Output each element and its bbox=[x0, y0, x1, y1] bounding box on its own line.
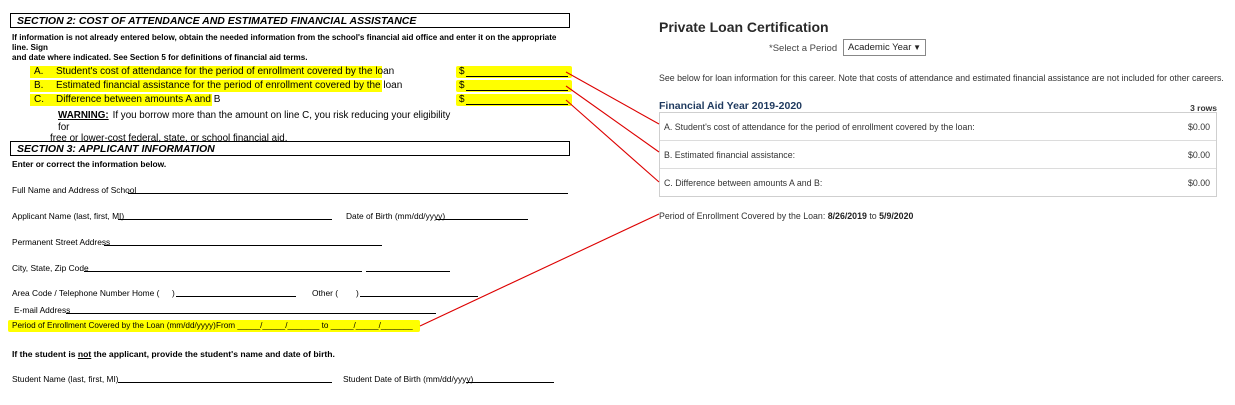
other-close: ) bbox=[356, 288, 359, 298]
school-line[interactable] bbox=[128, 193, 568, 194]
dollar-field-a[interactable]: $ bbox=[456, 66, 572, 78]
student-name-line[interactable] bbox=[118, 382, 332, 383]
table-row: B. Estimated financial assistance: $0.00 bbox=[660, 141, 1216, 169]
student-dob-label: Student Date of Birth (mm/dd/yyyy) bbox=[343, 374, 474, 384]
chevron-down-icon: ▼ bbox=[913, 43, 921, 52]
table-row: A. Student's cost of attendance for the period of enrollment covered by the loan: $0.00 bbox=[660, 113, 1216, 141]
enrollment-period: Period of Enrollment Covered by the Loan: 8/26/2019 to 5/9/2020 bbox=[659, 211, 914, 221]
other-label: Other ( bbox=[312, 288, 339, 298]
other-phone-line[interactable] bbox=[360, 296, 478, 297]
aid-table bbox=[659, 112, 1217, 197]
enrollment-end: 5/9/2020 bbox=[879, 211, 914, 221]
phone-label: Area Code / Telephone Number Home ( bbox=[12, 288, 160, 298]
email-label: E-mail Address bbox=[14, 305, 71, 315]
street-label: Permanent Street Address bbox=[12, 237, 111, 247]
rows-count: 3 rows bbox=[1190, 103, 1217, 113]
section3-subheading: Enter or correct the information below. bbox=[12, 159, 167, 169]
street-line[interactable] bbox=[104, 245, 382, 246]
student-name-label: Student Name (last, first, MI) bbox=[12, 374, 119, 384]
zip-line[interactable] bbox=[366, 271, 450, 272]
web-certification-panel bbox=[659, 0, 1224, 405]
city-line[interactable] bbox=[84, 271, 362, 272]
dob-label: Date of Birth (mm/dd/yyyy) bbox=[346, 211, 446, 221]
warning-text: WARNING: If you borrow more than the amount on line C, you risk reducing your eligibility for free or lower-cost federal, state, or school financial aid. bbox=[50, 110, 451, 144]
career-note: See below for loan information for this career. Note that costs of attendance and estimated financial assistance are not included for other careers. bbox=[659, 73, 1224, 83]
section2-intro: If information is not already entered below, obtain the needed information from the school's financial aid office and enter it on the appropriate line. Sign and date where indicated. See Section 5 for definitions of financial aid terms. bbox=[12, 33, 557, 62]
financial-aid-year-heading: Financial Aid Year 2019-2020 bbox=[659, 100, 803, 112]
city-label: City, State, Zip Code bbox=[12, 263, 89, 273]
student-dob-line[interactable] bbox=[466, 382, 554, 383]
section2-heading: SECTION 2: COST OF ATTENDANCE AND ESTIMATED FINANCIAL ASSISTANCE bbox=[10, 13, 570, 28]
item-a: A. Student's cost of attendance for the period of enrollment covered by the loan bbox=[30, 66, 382, 78]
applicant-line[interactable] bbox=[118, 219, 332, 220]
section3-heading: SECTION 3: APPLICANT INFORMATION bbox=[10, 141, 570, 156]
period-select-label: *Select a Period bbox=[769, 43, 838, 54]
period-to-label: to bbox=[321, 321, 329, 330]
period-select[interactable]: Academic Year ▼ bbox=[843, 39, 926, 56]
email-line[interactable] bbox=[66, 313, 436, 314]
student-note: If the student is not the applicant, provide the student's name and date of birth. bbox=[12, 349, 335, 359]
phone-close: ) bbox=[172, 288, 175, 298]
dollar-field-b[interactable]: $ bbox=[456, 80, 572, 92]
table-row: C. Difference between amounts A and B: $0.00 bbox=[664, 178, 1210, 188]
period-of-enrollment-row: Period of Enrollment Covered by the Loan (mm/dd/yyyy) From _____/_____/_______ to _____/_____/_______ bbox=[8, 320, 420, 332]
enrollment-start: 8/26/2019 bbox=[827, 211, 867, 221]
applicant-label: Applicant Name (last, first, MI) bbox=[12, 211, 125, 221]
dollar-field-c[interactable]: $ bbox=[456, 94, 572, 106]
item-c: C. Difference between amounts A and B bbox=[30, 94, 212, 106]
school-label: Full Name and Address of School bbox=[12, 185, 137, 195]
period-from-label: From bbox=[216, 321, 236, 330]
item-b: B. Estimated financial assistance for the period of enrollment covered by the loan bbox=[30, 80, 382, 92]
page-title: Private Loan Certification bbox=[659, 19, 829, 35]
home-phone-line[interactable] bbox=[176, 296, 296, 297]
dob-line[interactable] bbox=[436, 219, 528, 220]
paper-form bbox=[0, 0, 580, 405]
